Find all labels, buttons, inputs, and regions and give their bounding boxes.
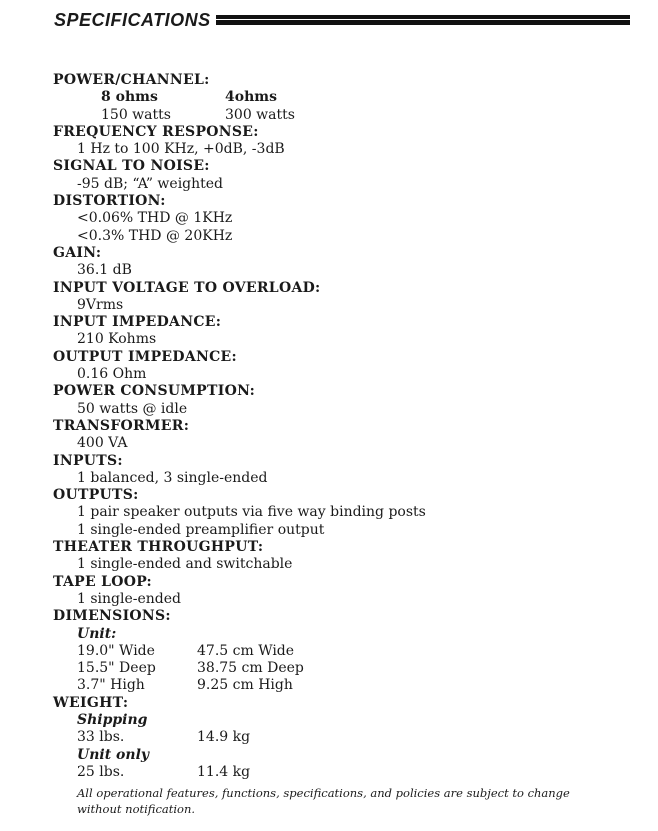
input-impedance-heading: INPUT IMPEDANCE: [53,314,222,331]
tape-loop-heading: TAPE LOOP: [53,573,153,590]
unit-weight-imperial: 25 lbs. [77,763,125,780]
overload-heading: INPUT VOLTAGE TO OVERLOAD: [53,279,321,296]
power-load-labels [53,89,633,106]
power-consumption-heading: POWER CONSUMPTION: [53,383,256,400]
tape-loop-section [53,574,633,609]
dimensions-subheading: Unit: [77,625,117,642]
theater-section [53,539,633,574]
output-impedance-heading: OUTPUT IMPEDANCE: [53,348,237,365]
frequency-section [53,124,633,159]
transformer-section [53,418,633,453]
power-8-ohms-value: 150 watts [101,106,171,123]
outputs-section [53,487,633,539]
overload-section [53,280,633,315]
frequency-value: 1 Hz to 100 KHz, +0dB, -3dB [77,141,285,158]
distortion-value-20khz: <0.3% THD @ 20KHz [77,227,233,244]
snr-heading: SIGNAL TO NOISE: [53,158,210,175]
inputs-heading: INPUTS: [53,452,123,469]
dimension-row-depth [53,660,633,677]
transformer-value: 400 VA [77,435,128,452]
load-8-ohms-label: 8 ohms [101,89,158,106]
depth-imperial: 15.5" Deep [77,660,156,677]
gain-heading: GAIN: [53,244,102,261]
snr-value: -95 dB; “A” weighted [77,175,224,192]
gain-value: 36.1 dB [77,262,132,279]
power-channel-section [53,72,633,124]
theater-heading: THEATER THROUGHPUT: [53,539,264,556]
outputs-speaker-value: 1 pair speaker outputs via five way binding posts [77,504,426,521]
weight-section [53,695,633,781]
height-metric: 9.25 cm High [197,677,293,694]
power-load-values [53,107,633,124]
dimensions-section [53,608,633,694]
inputs-section [53,453,633,488]
outputs-heading: OUTPUTS: [53,487,139,504]
power-consumption-section [53,383,633,418]
weight-heading: WEIGHT: [53,694,129,711]
input-impedance-section [53,314,633,349]
output-impedance-value: 0.16 Ohm [77,366,147,383]
page-header [54,8,630,32]
width-metric: 47.5 cm Wide [197,642,295,659]
load-4-ohms-label: 4ohms [225,89,277,106]
unit-weight-metric: 11.4 kg [197,763,251,780]
shipping-weight-row [53,729,633,746]
shipping-subheading: Shipping [77,711,148,728]
outputs-preamp-value: 1 single-ended preamplifier output [77,521,325,538]
page-title: SPECIFICATIONS [54,10,211,30]
distortion-heading: DISTORTION: [53,193,166,210]
header-rule [216,15,630,25]
distortion-value-1khz: <0.06% THD @ 1KHz [77,210,233,227]
frequency-heading: FREQUENCY RESPONSE: [53,123,259,140]
output-impedance-section [53,349,633,384]
input-impedance-value: 210 Kohms [77,331,157,348]
power-4-ohms-value: 300 watts [225,106,295,123]
specifications-list [53,72,633,781]
unit-only-subheading: Unit only [77,746,150,763]
overload-value: 9Vrms [77,296,124,313]
power-consumption-value: 50 watts @ idle [77,400,188,417]
distortion-section [53,193,633,245]
disclaimer-footnote: All operational features, functions, specifications, and policies are subject to change without notification. [77,786,570,816]
snr-section [53,158,633,193]
unit-weight-row [53,764,633,781]
tape-loop-value: 1 single-ended [77,590,182,607]
theater-value: 1 single-ended and switchable [77,556,293,573]
dimension-row-height [53,677,633,694]
power-channel-heading: POWER/CHANNEL: [53,72,210,88]
dimension-row-width [53,643,633,660]
gain-section [53,245,633,280]
height-imperial: 3.7" High [77,677,145,694]
transformer-heading: TRANSFORMER: [53,417,190,434]
width-imperial: 19.0" Wide [77,642,155,659]
shipping-weight-metric: 14.9 kg [197,729,251,746]
inputs-value: 1 balanced, 3 single-ended [77,469,268,486]
shipping-weight-imperial: 33 lbs. [77,729,125,746]
dimensions-heading: DIMENSIONS: [53,608,171,625]
depth-metric: 38.75 cm Deep [197,660,304,677]
